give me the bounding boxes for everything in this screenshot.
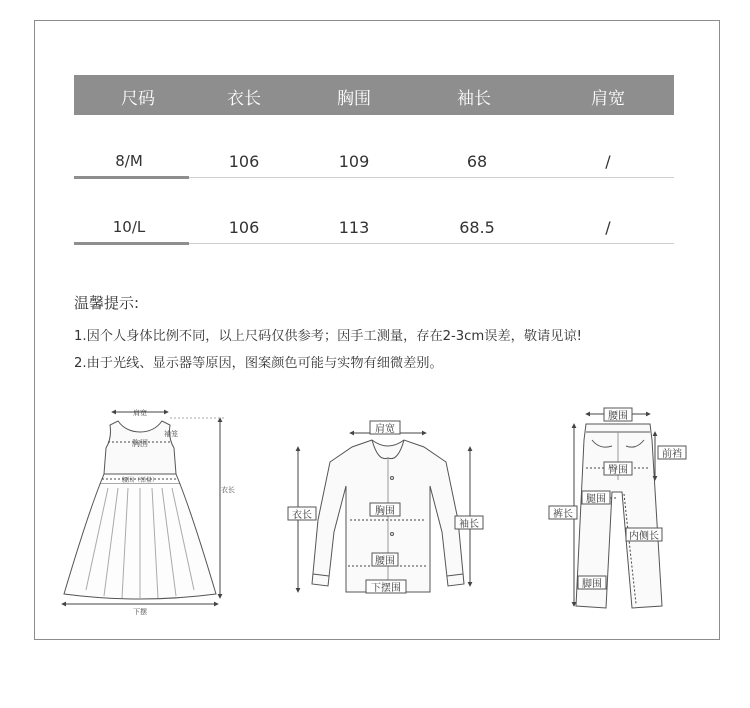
header-shoulder: 肩宽	[591, 89, 625, 109]
dress-armhole-label: 袖笼	[164, 430, 178, 438]
dress-shoulder-label: 肩宽	[133, 409, 147, 417]
tip-line-2: 2.由于光线、显示器等原因，图案颜色可能与实物有细微差别。	[74, 356, 443, 371]
shirt-bust-label: 胸围	[375, 506, 395, 517]
dress-length-label: 衣长	[221, 486, 235, 494]
shirt-waist-label: 腰围	[375, 556, 395, 567]
tip-line-1: 1.因个人身体比例不同，以上尺码仅供参考；因手工测量，存在2-3cm误差，敬请见谅!	[74, 329, 582, 344]
header-size: 尺码	[121, 89, 155, 109]
cell-size: 8/M	[115, 152, 143, 170]
cell-size: 10/L	[112, 218, 146, 236]
header-bust: 胸围	[337, 89, 371, 109]
pants-thigh-label: 腿围	[586, 494, 606, 505]
dress-hem-label: 下摆	[133, 608, 147, 616]
header-length: 衣长	[227, 89, 261, 109]
pants-inseam-label: 内侧长	[629, 531, 659, 542]
cell-shoulder: /	[605, 152, 611, 171]
dress-waist-label: 腰围（弹量）	[121, 477, 159, 484]
tips-title: 温馨提示:	[74, 294, 140, 312]
shirt-shoulder-label: 肩宽	[375, 424, 395, 435]
shirt-hem-label: 下摆围	[371, 583, 401, 594]
cell-bust: 113	[338, 218, 370, 237]
cell-shoulder: /	[605, 218, 611, 237]
cell-length: 106	[228, 218, 260, 237]
pants-waist-label: 腰围	[608, 411, 628, 422]
pants-front-rise-label: 前裆	[662, 449, 682, 460]
shirt-length-label: 衣长	[292, 510, 312, 521]
pants-outseam-label: 裤长	[553, 509, 573, 520]
shirt-sleeve-label: 袖长	[459, 519, 479, 530]
pants-hip-label: 臀围	[608, 465, 628, 476]
pants-leg-opening-label: 脚围	[582, 579, 602, 590]
cell-sleeve: 68.5	[459, 218, 495, 237]
dress-bust-label: 胸围	[132, 439, 148, 448]
cell-sleeve: 68	[466, 152, 488, 171]
header-sleeve: 袖长	[457, 89, 491, 109]
cell-length: 106	[228, 152, 260, 171]
cell-bust: 109	[338, 152, 370, 171]
